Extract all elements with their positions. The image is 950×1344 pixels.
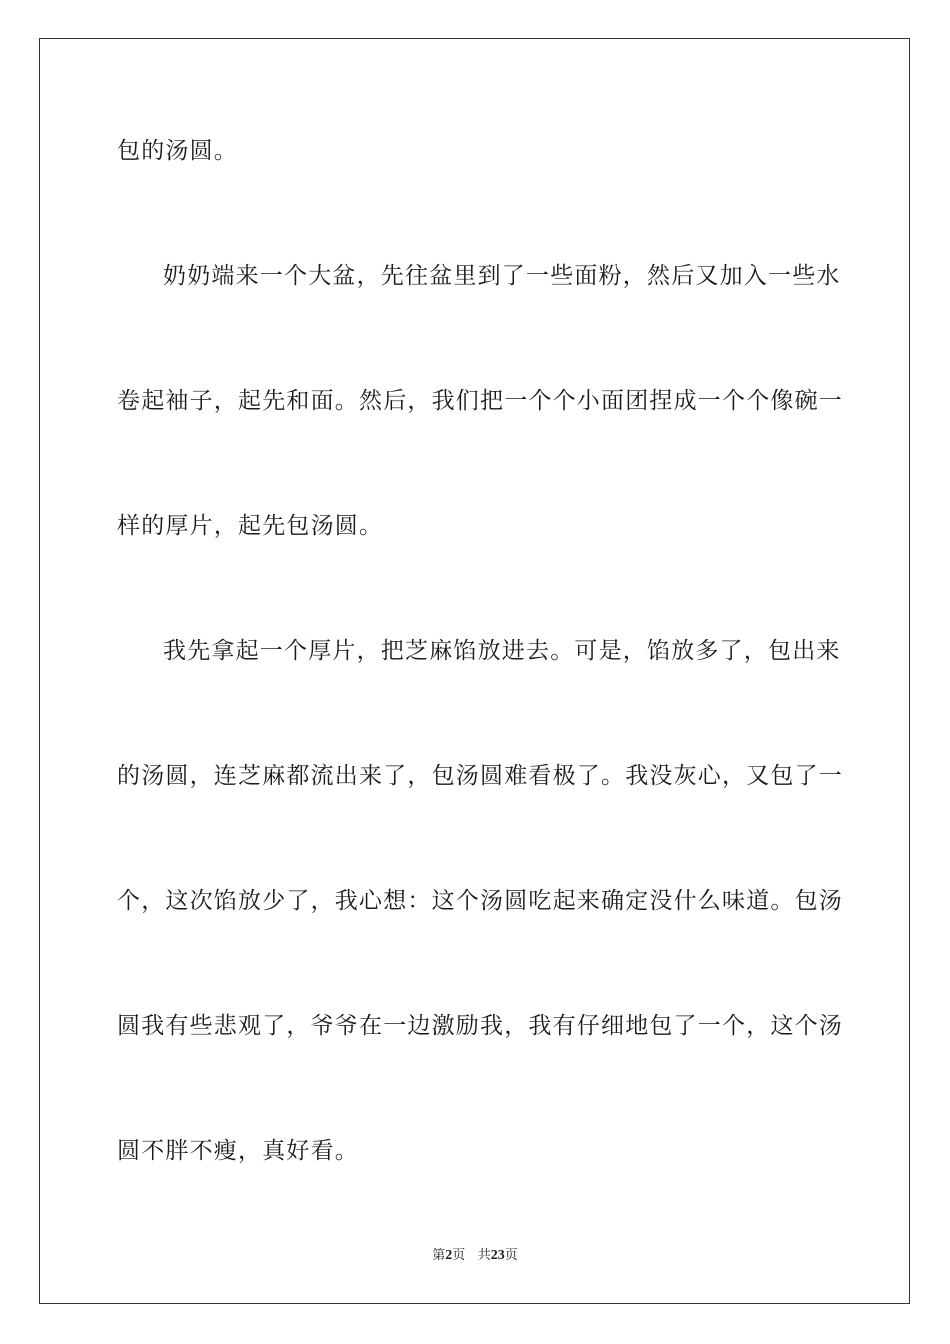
page-suffix: 页 <box>452 1248 466 1263</box>
page-number: 2 <box>445 1248 453 1263</box>
text-line-7: 个，这次馅放少了，我心想：这个汤圆吃起来确定没什么味道。包汤 <box>117 888 843 914</box>
text-line-9: 圆不胖不瘦，真好看。 <box>117 1138 359 1164</box>
text-line-4: 样的厚片，起先包汤圆。 <box>117 513 384 539</box>
total-prefix: 共 <box>477 1248 491 1263</box>
text-line-2: 奶奶端来一个大盆，先往盆里到了一些面粉，然后又加入一些水 <box>163 263 841 289</box>
total-pages: 23 <box>490 1248 505 1263</box>
text-line-5: 我先拿起一个厚片，把芝麻馅放进去。可是，馅放多了，包出来 <box>163 638 841 664</box>
total-suffix: 页 <box>504 1248 518 1263</box>
page-border <box>39 38 910 1304</box>
text-line-8: 圆我有些悲观了，爷爷在一边激励我，我有仔细地包了一个，这个汤 <box>117 1013 843 1039</box>
page-footer <box>0 1247 950 1265</box>
text-line-3: 卷起袖子，起先和面。然后，我们把一个个小面团捏成一个个像碗一 <box>117 388 843 414</box>
text-line-1: 包的汤圆。 <box>117 138 238 164</box>
page-prefix: 第 <box>432 1248 446 1263</box>
text-line-6: 的汤圆，连芝麻都流出来了，包汤圆难看极了。我没灰心，又包了一 <box>117 763 843 789</box>
